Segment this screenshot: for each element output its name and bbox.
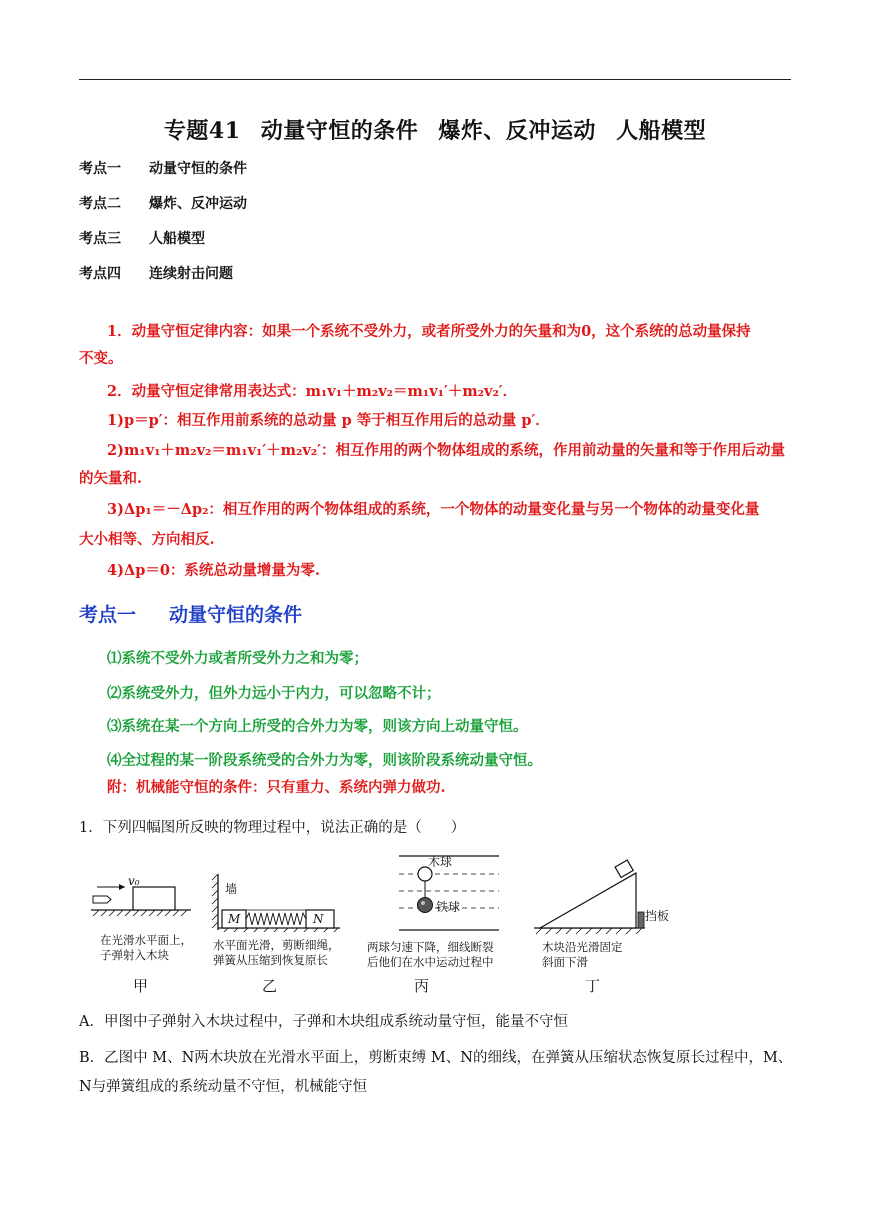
wall-label: 墙	[225, 882, 238, 896]
summary-line: 4)Δp＝0：系统总动量增量为零.	[107, 562, 320, 579]
summary-line: 2．动量守恒定律常用表达式：m₁v₁＋m₂v₂＝m₁v₁′＋m₂v₂′．	[107, 383, 518, 400]
summary-line: 的矢量和.	[79, 470, 143, 487]
toc-item: 考点二 爆炸、反冲运动	[79, 196, 247, 212]
summary-line: 1．动量守恒定律内容：如果一个系统不受外力，或者所受外力的矢量和为0，这个系统的总动量保持	[107, 323, 751, 340]
condition-item: ⑶系统在某一个方向上所受的合外力为零，则该方向上动量守恒。	[107, 718, 528, 735]
page-title	[0, 114, 870, 145]
caption-yi-1: 水平面光滑，剪断细绳，	[213, 938, 340, 952]
summary-line: 大小相等、方向相反.	[79, 531, 215, 548]
top-rule	[79, 79, 791, 80]
figure-ding	[530, 855, 650, 937]
summary-line: 1)p＝p′：相互作用前系统的总动量 p 等于相互作用后的总动量 p′．	[107, 412, 550, 429]
title-part-a: 动量守恒的条件	[260, 118, 419, 144]
question-stem: 1．下列四幅图所反映的物理过程中，说法正确的是（ ）	[79, 820, 466, 836]
velocity-label: v₀	[128, 874, 140, 888]
option-b-line1: B．乙图中 M、N两木块放在光滑水平面上，剪断束缚 M、N的细线，在弹簧从压缩状态恢复原长过程中，M、	[79, 1050, 793, 1066]
block-n-label: N	[313, 912, 324, 926]
caption-jia-1: 在光滑水平面上，	[100, 933, 192, 947]
block-m-label: M	[228, 912, 241, 926]
wood-ball-label: 木球	[428, 855, 453, 869]
summary-line: 3)Δp₁＝－Δp₂：相互作用的两个物体组成的系统，一个物体的动量变化量与另一个物体的动量变化量	[107, 501, 760, 518]
summary-line: 2)m₁v₁＋m₂v₂＝m₁v₁′＋m₂v₂′：相互作用的两个物体组成的系统，作用前动量的矢量和等于作用后动量	[107, 442, 785, 459]
condition-item: ⑷全过程的某一阶段系统受的合外力为零，则该阶段系统动量守恒。	[107, 752, 542, 769]
title-part-b: 爆炸、反冲运动	[438, 118, 596, 144]
section-heading: 考点一 动量守恒的条件	[79, 604, 303, 626]
caption-bing-2: 后他们在水中运动过程中	[367, 955, 494, 969]
mechanical-energy-note: 附：机械能守恒的条件：只有重力、系统内弹力做功.	[107, 779, 446, 796]
caption-bing-1: 两球匀速下降，细线断裂	[367, 940, 494, 954]
option-a: A．甲图中子弹射入木块过程中，子弹和木块组成系统动量守恒，能量不守恒	[79, 1014, 568, 1030]
baffle-label: 挡板	[645, 909, 670, 923]
figure-label-bing: 丙	[414, 977, 430, 995]
toc-item: 考点四 连续射击问题	[79, 266, 233, 282]
figure-jia	[85, 870, 195, 920]
caption-ding-2: 斜面下滑	[542, 955, 588, 969]
caption-ding-1: 木块沿光滑固定	[542, 940, 623, 954]
figure-label-ding: 丁	[585, 977, 601, 995]
title-part-c: 人船模型	[616, 118, 707, 144]
toc-item: 考点一 动量守恒的条件	[79, 161, 247, 177]
condition-item: ⑴系统不受外力或者所受外力之和为零；	[107, 650, 368, 667]
option-b-line2: N与弹簧组成的系统动量不守恒，机械能守恒	[79, 1079, 368, 1095]
caption-yi-2: 弹簧从压缩到恢复原长	[213, 953, 328, 967]
condition-item: ⑵系统受外力，但外力远小于内力，可以忽略不计；	[107, 685, 441, 702]
title-number: 专题41	[163, 118, 241, 144]
caption-jia-2: 子弹射入木块	[100, 948, 169, 962]
figure-label-jia: 甲	[133, 977, 149, 995]
toc-item: 考点三 人船模型	[79, 231, 205, 247]
summary-line: 不变。	[79, 350, 123, 367]
figure-label-yi: 乙	[262, 977, 278, 995]
iron-ball-label: 铁球	[436, 900, 461, 914]
